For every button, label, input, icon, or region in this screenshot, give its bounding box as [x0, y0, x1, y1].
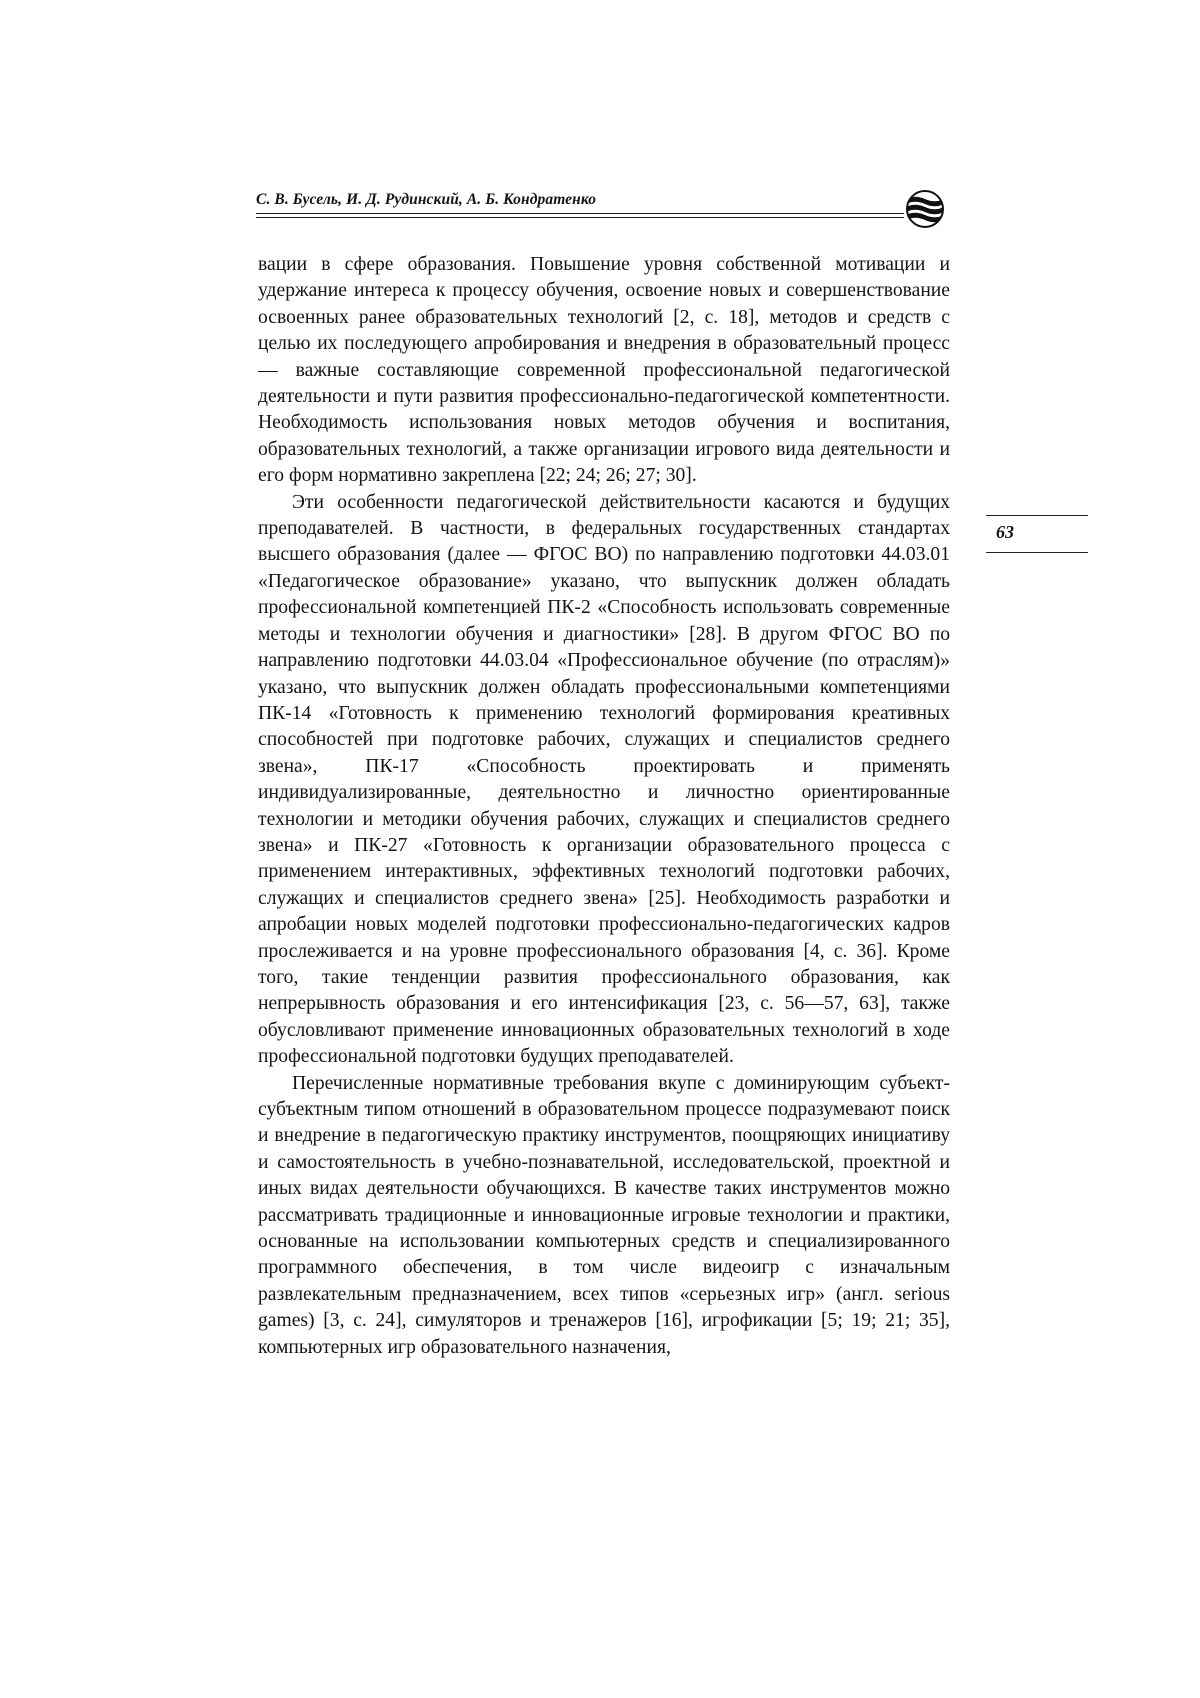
paragraph: Эти особенности педагогической действительности касаются и будущих преподавателей. В частности, в федеральных государственных стандартах высшего образования (далее — ФГОС ВО) по направлению подготовки 44.03.01 «Педагогическое образование» указано, что выпускник должен обладать профессиональной компетенцией ПК-2 «Способность использовать современные методы и технологии обучения и диагностики» [28]. В другом ФГОС ВО по направлению подготовки 44.03.04 «Профессиональное обучение (по отраслям)» указано, что выпускник должен обладать профессиональными компетенциями ПК-14 «Готовность к применению технологий формирования креативных способностей при подготовке рабочих, служащих и специалистов среднего звена», ПК-17 «Способность проектировать и применять индивидуализированные, деятельностно и личностно ориентированные технологии и методики обучения рабочих, служащих и специалистов среднего звена» и ПК-27 «Готовность к организации образовательного процесса с применением интерактивных, эффективных технологий подготовки рабочих, служащих и специалистов среднего звена» [25]. Необходимость разработки и апробации новых моделей подготовки профессионально-педагогических кадров прослеживается и на уровне профессионального образования [4, с. 36]. Кроме того, такие тенденции развития профессионального образования, как непрерывность образования и его интенсификация [23, с. 56—57, 63], также обусловливают применение инновационных образовательных технологий в ходе профессиональной подготовки будущих преподавателей.	[258, 491, 950, 1068]
page-number-box	[986, 515, 1088, 553]
header-authors: С. В. Бусель, И. Д. Рудинский, А. Б. Кондратенко	[256, 191, 597, 208]
paragraph: вации в сфере образования. Повышение уровня собственной мотивации и удержание интереса к процессу обучения, освоение новых и совершенствование освоенных ранее образовательных технологий [2, с. 18], методов и средств с целью их последующего апробирования и внедрения в образовательный процесс — важные составляющие современной профессиональной педагогической деятельности и пути развития профессионально-педагогической компетентности. Необходимость использования новых методов обучения и воспитания, образовательных технологий, а также организации игрового вида деятельности и его форм нормативно закреплена [22; 24; 26; 27; 30].	[258, 254, 950, 487]
header-rule-top	[256, 213, 904, 214]
paragraph: Перечисленные нормативные требования вкупе с доминирующим субъект-субъектным типом отношений в образовательном процессе подразумевают поиск и внедрение в педагогическую практику инструментов, поощряющих инициативу и самостоятельность в учебно-познавательной, исследовательской, проектной и иных видах деятельности обучающихся. В качестве таких инструментов можно рассматривать традиционные и инновационные игровые технологии и практики, основанные на использовании компьютерных средств и специализированного программного обеспечения, в том числе видеоигр с изначальным развлекательным предназначением, всех типов «серьезных игр» (англ. serious games) [3, с. 24], симуляторов и тренажеров [16], игрофикации [5; 19; 21; 35], компьютерных игр образовательного назначения,	[258, 1072, 950, 1358]
body-text	[258, 252, 950, 1361]
page-number: 63	[996, 522, 1014, 542]
running-header	[256, 186, 950, 226]
header-rule-bottom	[256, 217, 904, 218]
wave-globe-logo-icon	[902, 190, 948, 228]
